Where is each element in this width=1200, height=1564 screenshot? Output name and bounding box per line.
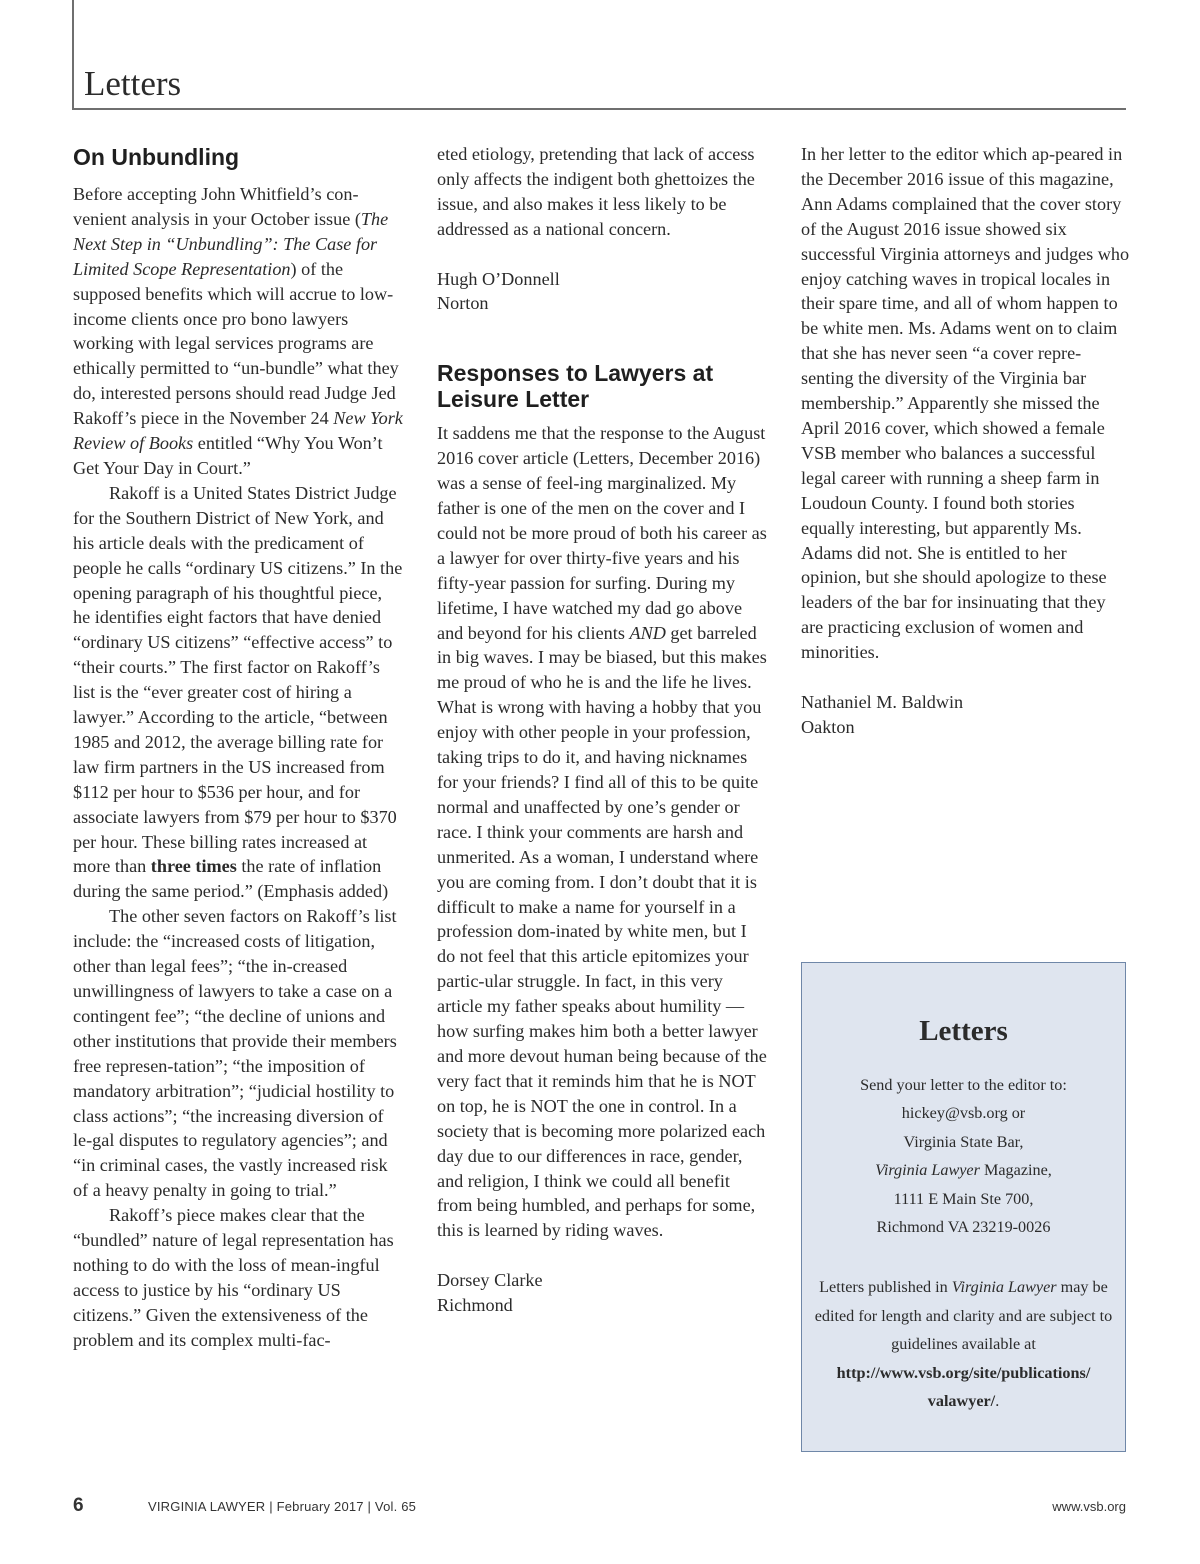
letter2-paragraph-1: It saddens me that the response to the August 2016 cover article (Letters, December 2016) was a sense of feel-ing marginalized. My father is one of the men on the cover and I could not be more proud of both his career as a lawyer for over thirty-five years and his fifty-year passion for surfing. During my lifetime, I have watched my dad go above and beyond for his clients AND get barreled in big waves. I may be biased, but this makes me proud of who he is and the life he lives. What is wrong with having a hobby that you enjoy with other people in your profession, taking trips to do it, and having nicknames for your friends? I find all of this to be quite normal and unaffected by one’s gender or race. I think your comments are harsh and unmerited. As a woman, I understand where you are coming from. I don’t doubt that it is difficult to make a name for yourself in a profession dom-inated by white men, but I do not feel that this article epitomizes your partic-ular struggle. In fact, in this very article my father speaks about humility — how surfing makes him both a better lawyer and more devout human being because of the very fact that it reminds him that he is NOT on top, he is NOT the one in control. In a society that is becoming more polarized each day due to our differences in race, gender, and religion, I think we could all benefit from being humbled, and perhaps for some, this is learned by riding waves.: [437, 423, 767, 1241]
letter1-paragraph-5: eted etiology, pretending that lack of access only affects the indigent both ghettoizes the issue, and also makes it less likely to be addressed as a national concern.: [437, 144, 755, 239]
magazine-issue-info: VIRGINIA LAWYER | February 2017 | Vol. 65: [148, 1499, 417, 1514]
guidelines-link-end[interactable]: valawyer/.: [927, 1392, 1000, 1411]
letter-heading-responses: Responses to Lawyers at Leisure Letter: [437, 360, 714, 413]
letter1-paragraph-3: The other seven factors on Rakoff’s list include: the “increased costs of litigation, other than legal fees”; “the in-creased unwillingness of lawyers to take a case on a contingent fee”; “the decline of unions and other institutions that provide their members free represen-tation”; “the imposition of mandatory arbitration”; “judicial hostility to class actions”; “the increasing diversion of le-gal disputes to regulatory agencies”; and “in criminal cases, the vastly increased risk of a heavy penalty in going to trial.”: [73, 906, 397, 1201]
header-horizontal-rule: [72, 108, 1126, 110]
signature-name: Dorsey Clarke: [437, 1270, 543, 1291]
signature-name: Hugh O’Donnell: [437, 268, 560, 289]
signature-name: Nathaniel M. Baldwin: [801, 691, 964, 712]
box-address-city: Richmond VA 23219-0026: [876, 1218, 1051, 1237]
letters-submission-box: [801, 962, 1126, 1452]
cited-article-title: The Next Step in “Unbundling”: The Case for Limited Scope Representation: [73, 208, 389, 279]
guidelines-link[interactable]: http://www.vsb.org/site/publications/: [836, 1363, 1091, 1382]
page-number: 6: [73, 1495, 84, 1516]
letter1-paragraph-1: Before accepting John Whitfield’s con-venient analysis in your October issue (The Next Step in “Unbundling”: The Case for Limited Scope Representation) of the supposed benefits which will accrue to low-income clients once pro bono lawyers working with legal services programs are ethically permitted to “un-bundle” what they do, interested persons should read Judge Jed Rakoff’s piece in the November 24 New York Review of Books entitled “Why You Won’t Get Your Day in Court.”: [73, 184, 403, 478]
column-2: [437, 142, 767, 1318]
emphasis-and: AND: [629, 622, 666, 643]
letter1-paragraph-2: Rakoff is a United States District Judge for the Southern District of New York, and his article deals with the predicament of people he calls “ordinary US citizens.” In the opening paragraph of his thoughtful piece, he identifies eight factors that have denied “ordinary US citizens” “effective access” to “their courts.” The first factor on Rakoff’s list is the “ever greater cost of hiring a lawyer.” According to the article, “between 1985 and 2012, the average billing rate for law firm partners in the US increased from $112 per hour to $536 per hour, and for associate lawyers from $79 per hour to $370 per hour. These billing rates increased at more than three times the rate of inflation during the same period.” (Emphasis added): [73, 482, 403, 902]
box-address-org: Virginia State Bar,: [903, 1132, 1024, 1151]
box-address-street: 1111 E Main Ste 700,: [893, 1189, 1034, 1208]
header-vertical-rule: [72, 0, 74, 110]
website-link[interactable]: www.vsb.org: [1052, 1499, 1126, 1514]
box-title: Letters: [919, 1015, 1008, 1047]
section-title: Letters: [84, 64, 182, 103]
letter3-paragraph-1: In her letter to the editor which ap-peared in the December 2016 issue of this magazine, Ann Adams complained that the cover story of the August 2016 issue showed six successful Virginia attorneys and judges who enjoy catching waves in tropical locales in their spare time, and all of whom happen to be white men. Ms. Adams went on to claim that she has never seen “a cover repre-senting the diversity of the Virginia bar membership.” Apparently she missed the April 2016 cover, which showed a female VSB member who balances a successful legal career with running a sheep farm in Loudoun County. I found both stories equally interesting, but apparently Ms. Adams did not. She is entitled to her opinion, but she should apologize to these leaders of the bar for insinuating that they are practicing exclusion of women and minorities.: [801, 144, 1130, 663]
box-address-magazine: Virginia Lawyer Magazine,: [875, 1161, 1052, 1180]
cited-publication: New York Review of Books: [73, 408, 403, 454]
box-guidelines-note: Letters published in Virginia Lawyer may be edited for length and clarity and are subject to guidelines available at: [814, 1278, 1113, 1354]
signature-place: Oakton: [801, 716, 855, 737]
signature-place: Norton: [437, 293, 489, 314]
letter-heading-on-unbundling: On Unbundling: [73, 144, 240, 170]
box-instruction: Send your letter to the editor to:: [860, 1076, 1067, 1094]
column-1: [73, 142, 403, 1353]
letter1-paragraph-4: Rakoff’s piece makes clear that the “bundled” nature of legal representation has nothing to do with the loss of mean-ingful access to justice by his “ordinary US citizens.” Given the extensiveness of the problem and its complex multi-fac-: [73, 1205, 394, 1350]
page-footer: [0, 1494, 1200, 1518]
emphasis-three-times: three times: [150, 856, 237, 877]
box-email[interactable]: hickey@vsb.org or: [901, 1104, 1026, 1123]
signature-place: Richmond: [437, 1295, 513, 1316]
column-3: [801, 142, 1131, 740]
